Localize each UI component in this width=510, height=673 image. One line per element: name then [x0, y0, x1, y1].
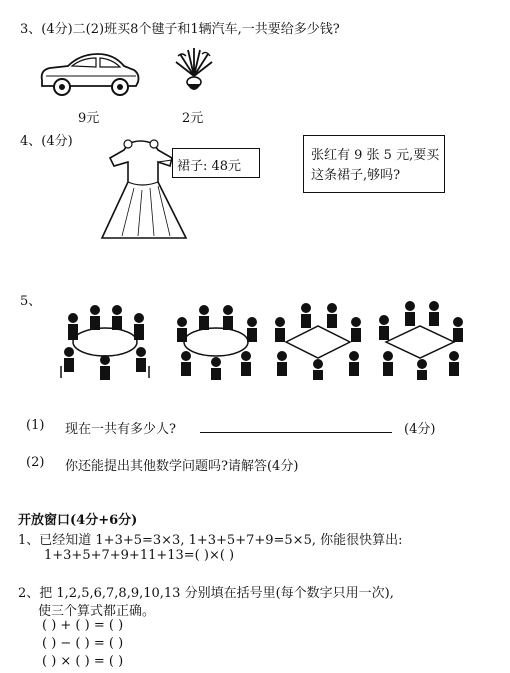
question-box: [303, 135, 445, 193]
q5-header: 5、: [20, 294, 42, 309]
table-group-4-illustration: [370, 296, 470, 382]
shuttlecock-price: 2元: [182, 111, 204, 126]
open-window-item1-line1: 1、已经知道 1+3+5=3×3, 1+3+5+7+9=5×5, 你能很快算出:: [18, 533, 403, 548]
open-window-item2-line2: 使三个算式都正确。: [38, 604, 156, 619]
open-window-item1-line2: 1+3+5+7+9+11+13=( )×( ): [44, 548, 235, 563]
equation-addition: ( ) + ( ) = ( ): [42, 618, 124, 633]
equation-subtraction: ( ) − ( ) = ( ): [42, 636, 124, 651]
question-line-2: 这条裙子,够吗?: [311, 168, 401, 183]
equation-multiplication: ( ) × ( ) = ( ): [42, 654, 124, 669]
table-group-1-illustration: [55, 300, 155, 382]
table-group-3-illustration: [268, 300, 368, 382]
q4-header: 4、(4分): [20, 134, 73, 149]
q5-sub1-number: (1): [26, 418, 45, 433]
question-line-1: 张红有 9 张 5 元,要买: [311, 148, 440, 163]
car-icon: [36, 50, 141, 98]
q5-sub2-text: 你还能提出其他数学问题吗?请解答(4分): [65, 459, 299, 474]
table-group-2-illustration: [166, 300, 266, 382]
q5-sub1-answer-line[interactable]: [200, 420, 392, 437]
open-window-item2-line1: 2、把 1,2,5,6,7,8,9,10,13 分别填在括号里(每个数字只用一次),: [18, 586, 394, 601]
skirt-price-text: 裙子: 48元: [177, 159, 242, 174]
q5-sub1-score: (4分): [404, 422, 436, 437]
shuttlecock-icon: [172, 48, 216, 98]
car-price: 9元: [78, 111, 100, 126]
q5-sub2-number: (2): [26, 455, 45, 470]
open-window-title: 开放窗口(4分+6分): [18, 513, 138, 528]
q5-sub1-text: 现在一共有多少人?: [65, 422, 176, 437]
q3-header: 3、(4分)二(2)班买8个毽子和1辆汽车,一共要给多少钱?: [20, 22, 340, 37]
skirt-price-tag: [172, 148, 260, 178]
